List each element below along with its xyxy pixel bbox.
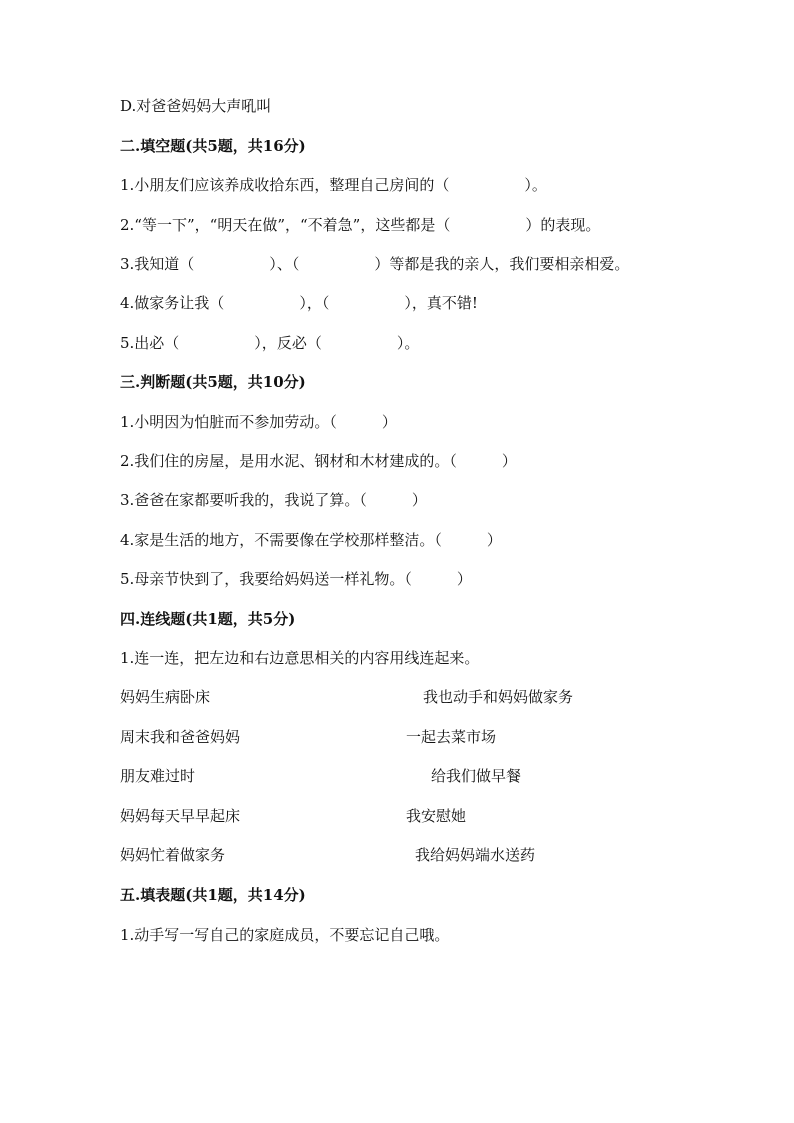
- fill-blank-item-4: 4.做家务让我（ ），（ ），真不错!: [120, 294, 478, 312]
- option-d: D.对爸爸妈妈大声吼叫: [120, 97, 272, 115]
- fill-blank-item-2: 2.“等一下”，“明天在做”，“不着急”，这些都是（ ）的表现。: [120, 216, 601, 234]
- match-right-5: 我给妈妈端水送药: [415, 846, 536, 864]
- section-2-heading: 二.填空题(共5题，共16分): [120, 137, 306, 155]
- match-instruction: 1.连一连，把左边和右边意思相关的内容用线连起来。: [120, 649, 480, 667]
- judge-item-4: 4.家是生活的地方，不需要像在学校那样整洁。（ ）: [120, 531, 502, 549]
- match-right-3: 给我们做早餐: [431, 767, 522, 785]
- match-left-4: 妈妈每天早早起床: [120, 807, 241, 825]
- section-4-heading: 四.连线题(共1题，共5分): [120, 610, 296, 628]
- table-item-1: 1.动手写一写自己的家庭成员，不要忘记自己哦。: [120, 926, 450, 944]
- judge-item-2: 2.我们住的房屋，是用水泥、钢材和木材建成的。（ ）: [120, 452, 517, 470]
- fill-blank-item-5: 5.出必（ ），反必（ ）。: [120, 334, 420, 352]
- section-3-heading: 三.判断题(共5题，共10分): [120, 373, 306, 391]
- match-right-2: 一起去菜市场: [406, 728, 497, 746]
- fill-blank-item-3: 3.我知道（ ）、（ ）等都是我的亲人，我们要相亲相爱。: [120, 255, 630, 273]
- judge-item-3: 3.爸爸在家都要听我的，我说了算。（ ）: [120, 491, 427, 509]
- match-left-2: 周末我和爸爸妈妈: [120, 728, 241, 746]
- match-left-1: 妈妈生病卧床: [120, 688, 211, 706]
- section-5-heading: 五.填表题(共1题，共14分): [120, 886, 306, 904]
- match-right-1: 我也动手和妈妈做家务: [423, 688, 574, 706]
- match-right-4: 我安慰她: [406, 807, 467, 825]
- judge-item-5: 5.母亲节快到了，我要给妈妈送一样礼物。（ ）: [120, 570, 472, 588]
- match-left-3: 朋友难过时: [120, 767, 196, 785]
- match-left-5: 妈妈忙着做家务: [120, 846, 226, 864]
- fill-blank-item-1: 1.小朋友们应该养成收拾东西，整理自己房间的（ ）。: [120, 176, 547, 194]
- judge-item-1: 1.小明因为怕脏而不参加劳动。（ ）: [120, 413, 397, 431]
